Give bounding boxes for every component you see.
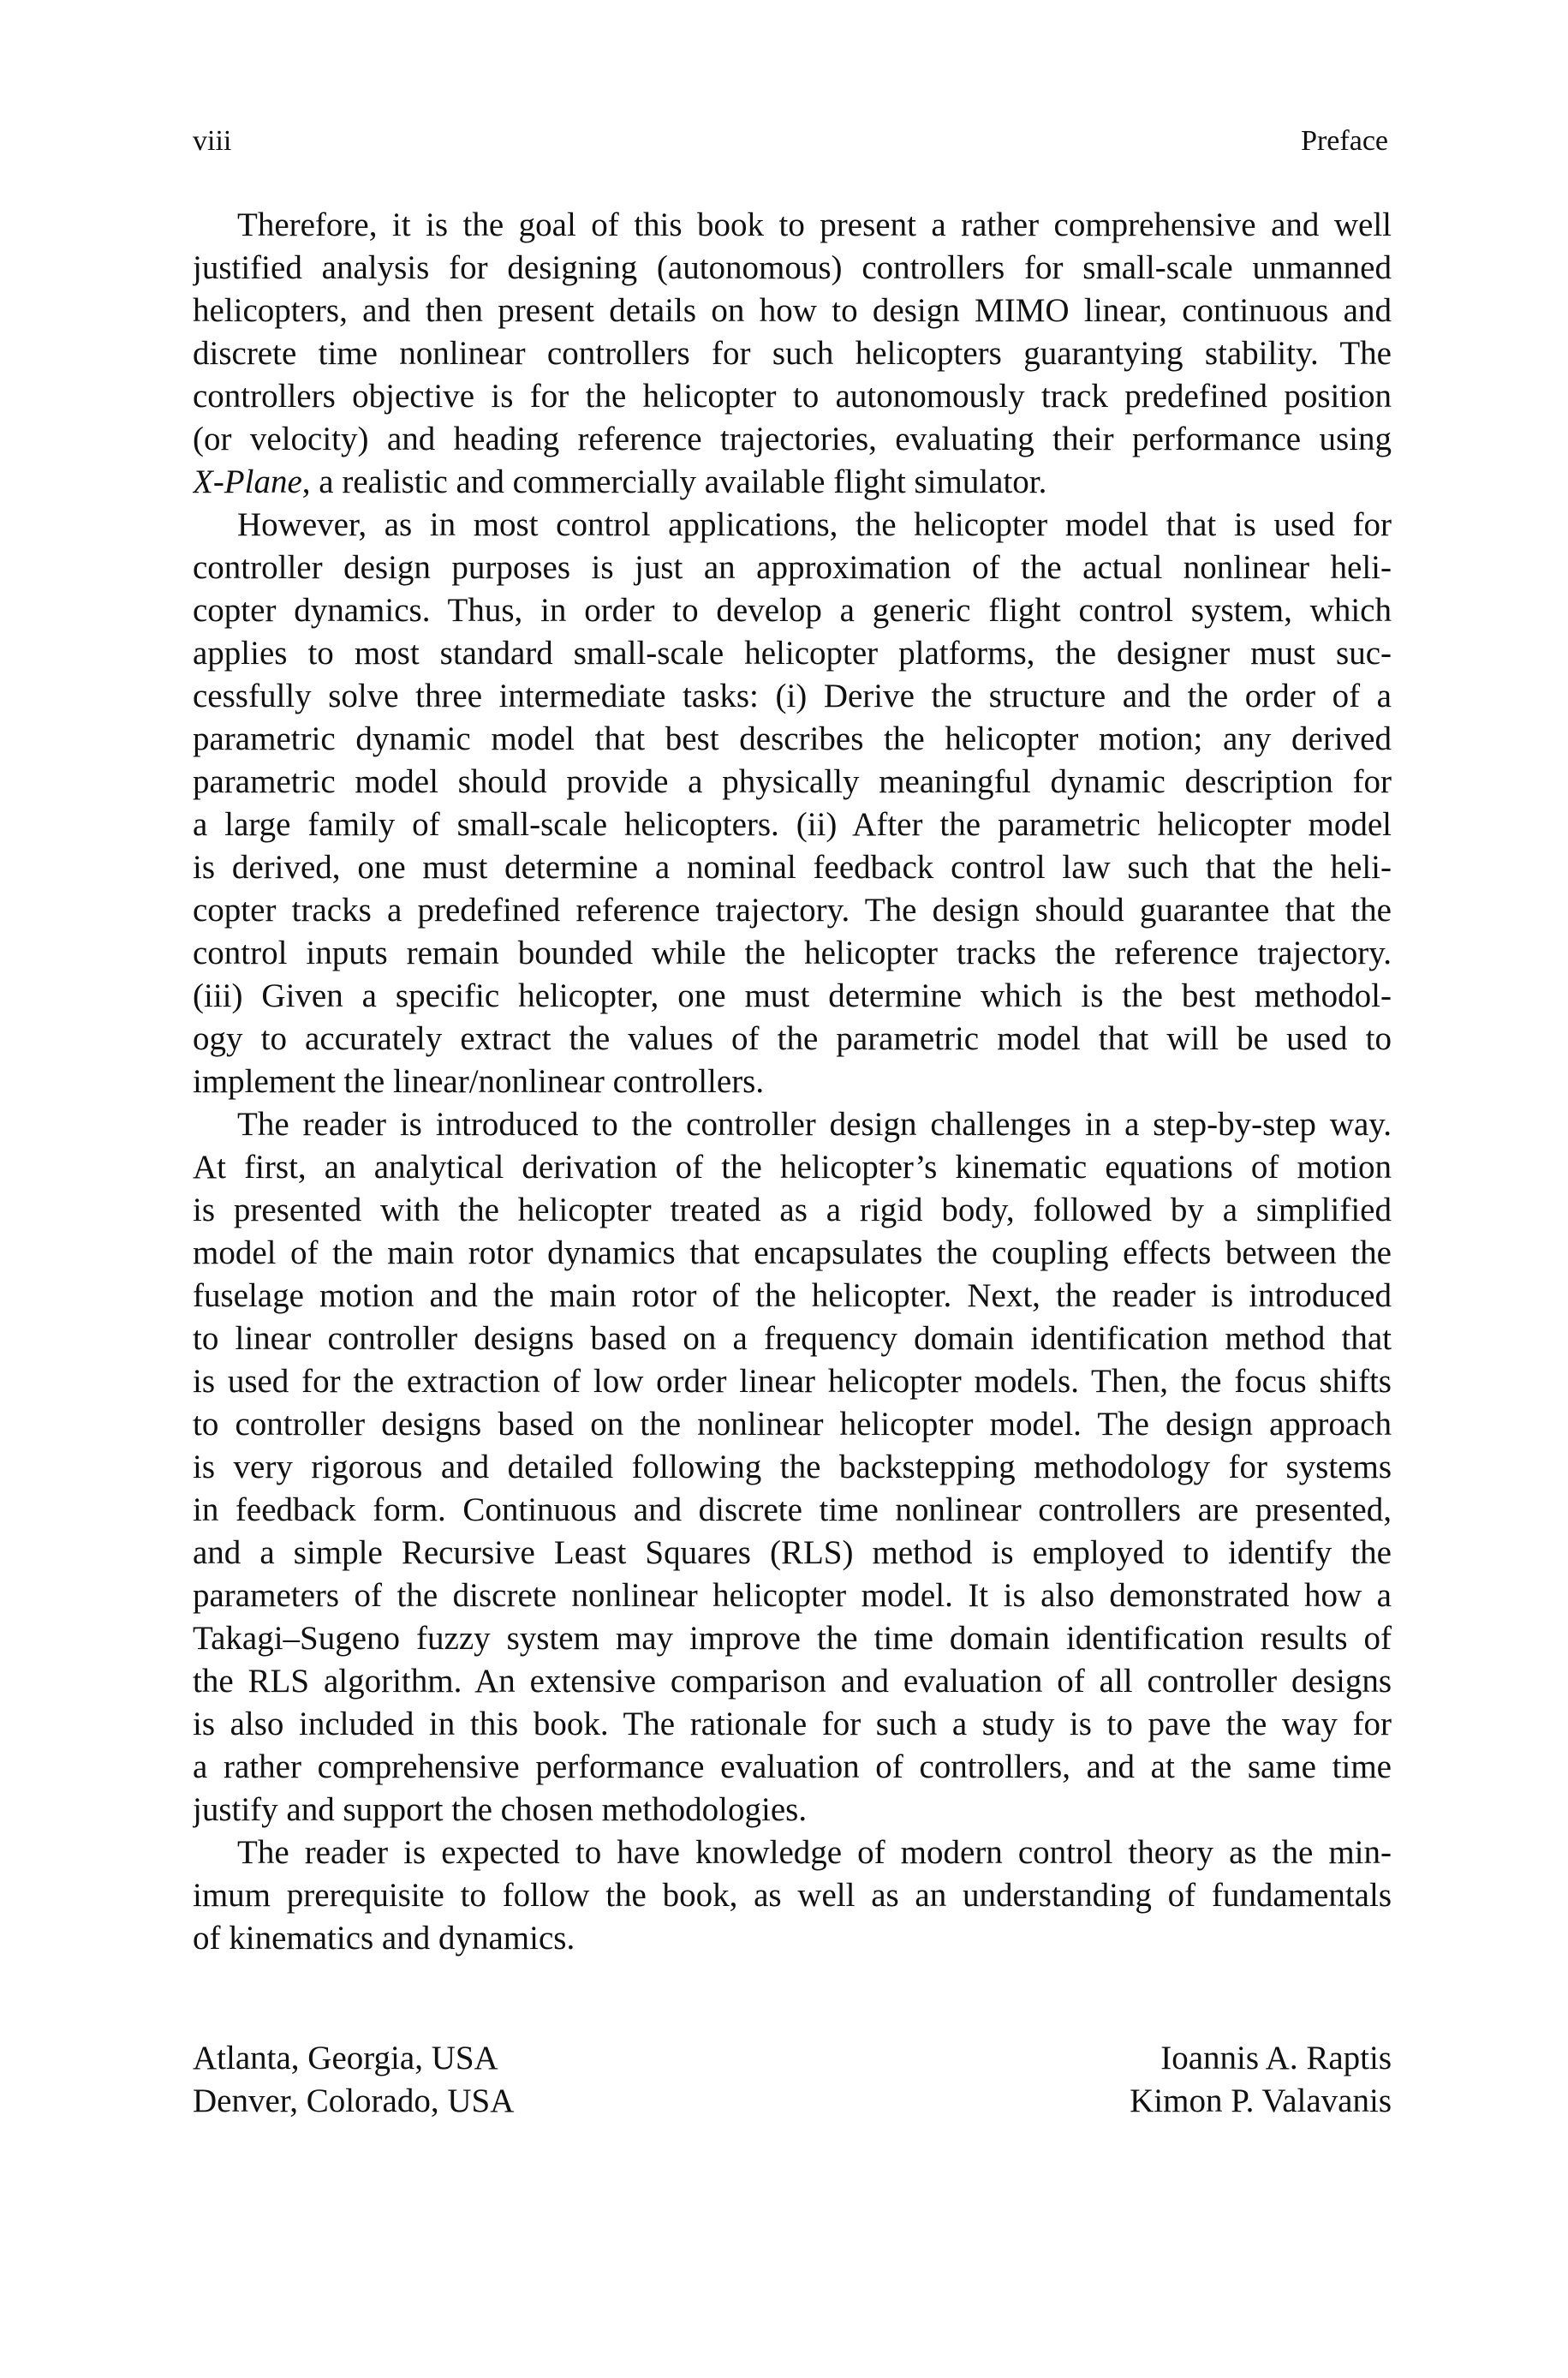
text-line: The reader is introduced to the controller design challenges in a step-by-step way. bbox=[237, 1106, 1392, 1143]
signature-block bbox=[193, 2037, 1392, 2123]
text-line: a large family of small-scale helicopters. (ii) After the parametric helicopter model bbox=[193, 806, 1392, 843]
text-line: a rather comprehensive performance evaluation of controllers, and at the same time bbox=[193, 1748, 1392, 1785]
text-line: is used for the extraction of low order linear helicopter models. Then, the focus shifts bbox=[193, 1363, 1392, 1400]
text-line: The reader is expected to have knowledge of modern control theory as the min- bbox=[237, 1834, 1392, 1871]
author-name: Kimon P. Valavanis bbox=[1130, 2082, 1392, 2119]
signature-row bbox=[193, 2037, 1392, 2080]
running-head bbox=[193, 120, 1388, 163]
text-line: parameters of the discrete nonlinear helicopter model. It is also demonstrated how a bbox=[193, 1577, 1392, 1614]
text-line: applies to most standard small-scale helicopter platforms, the designer must suc- bbox=[193, 635, 1392, 672]
text-line: to controller designs based on the nonlinear helicopter model. The design approach bbox=[193, 1406, 1392, 1443]
text-line: imum prerequisite to follow the book, as well as an understanding of fundamentals bbox=[193, 1877, 1392, 1914]
text-line: control inputs remain bounded while the helicopter tracks the reference trajectory. bbox=[193, 935, 1392, 971]
text-line: discrete time nonlinear controllers for such helicopters guarantying stability. The bbox=[193, 335, 1392, 372]
section-title: Preface bbox=[1301, 125, 1388, 157]
text-line: copter tracks a predefined reference trajectory. The design should guarantee that the bbox=[193, 892, 1392, 929]
text-line: cessfully solve three intermediate tasks: (i) Derive the structure and the order of a bbox=[193, 678, 1392, 714]
text-line: is also included in this book. The rationale for such a study is to pave the way for bbox=[193, 1706, 1392, 1742]
text-line: (or velocity) and heading reference trajectories, evaluating their performance using bbox=[193, 421, 1392, 457]
text-line: (iii) Given a specific helicopter, one must determine which is the best methodol- bbox=[193, 977, 1392, 1014]
page-number: viii bbox=[193, 125, 232, 157]
text-line bbox=[193, 461, 1392, 504]
simulator-name: X-Plane bbox=[193, 463, 302, 500]
author-name: Ioannis A. Raptis bbox=[1160, 2040, 1392, 2076]
author-location: Atlanta, Georgia, USA bbox=[193, 2040, 498, 2076]
text-line: in feedback form. Continuous and discrete time nonlinear controllers are presented, bbox=[193, 1491, 1392, 1528]
text-line: parametric dynamic model that best describes the helicopter motion; any derived bbox=[193, 720, 1392, 757]
text-line: parametric model should provide a physically meaningful dynamic description for bbox=[193, 763, 1392, 800]
text-line: the RLS algorithm. An extensive comparison and evaluation of all controller designs bbox=[193, 1663, 1392, 1700]
text-line: fuselage motion and the main rotor of the helicopter. Next, the reader is introduced bbox=[193, 1277, 1392, 1314]
text-line: At first, an analytical derivation of the helicopter’s kinematic equations of motion bbox=[193, 1149, 1392, 1186]
text-line-rest: , a realistic and commercially available flight simulator. bbox=[301, 463, 1047, 500]
text-line: controller design purposes is just an approximation of the actual nonlinear heli- bbox=[193, 549, 1392, 586]
text-line: controllers objective is for the helicopter to autonomously track predefined position bbox=[193, 378, 1392, 415]
text-line: is presented with the helicopter treated as a rigid body, followed by a simplified bbox=[193, 1192, 1392, 1228]
text-line: helicopters, and then present details on how to design MIMO linear, continuous and bbox=[193, 292, 1392, 329]
text-line: to linear controller designs based on a frequency domain identification method that bbox=[193, 1320, 1392, 1357]
text-line: Therefore, it is the goal of this book to present a rather comprehensive and well bbox=[237, 206, 1392, 243]
signature-row bbox=[193, 2080, 1392, 2123]
preface-body bbox=[193, 204, 1392, 1960]
text-line: justify and support the chosen methodologies. bbox=[193, 1791, 808, 1828]
text-line: Takagi–Sugeno fuzzy system may improve the time domain identification results of bbox=[193, 1620, 1392, 1657]
text-line: of kinematics and dynamics. bbox=[193, 1920, 575, 1957]
text-line: justified analysis for designing (autonomous) controllers for small-scale unmanned bbox=[193, 249, 1392, 286]
author-location: Denver, Colorado, USA bbox=[193, 2082, 515, 2119]
text-line: is derived, one must determine a nominal feedback control law such that the heli- bbox=[193, 849, 1392, 886]
text-line: model of the main rotor dynamics that encapsulates the coupling effects between the bbox=[193, 1234, 1392, 1271]
text-line: and a simple Recursive Least Squares (RLS) method is employed to identify the bbox=[193, 1534, 1392, 1571]
text-line: is very rigorous and detailed following the backstepping methodology for systems bbox=[193, 1449, 1392, 1485]
text-line: ogy to accurately extract the values of the parametric model that will be used to bbox=[193, 1020, 1392, 1057]
text-line: implement the linear/nonlinear controllers. bbox=[193, 1063, 765, 1100]
text-line: However, as in most control applications, the helicopter model that is used for bbox=[237, 506, 1392, 543]
text-line: copter dynamics. Thus, in order to develop a generic flight control system, which bbox=[193, 592, 1392, 629]
